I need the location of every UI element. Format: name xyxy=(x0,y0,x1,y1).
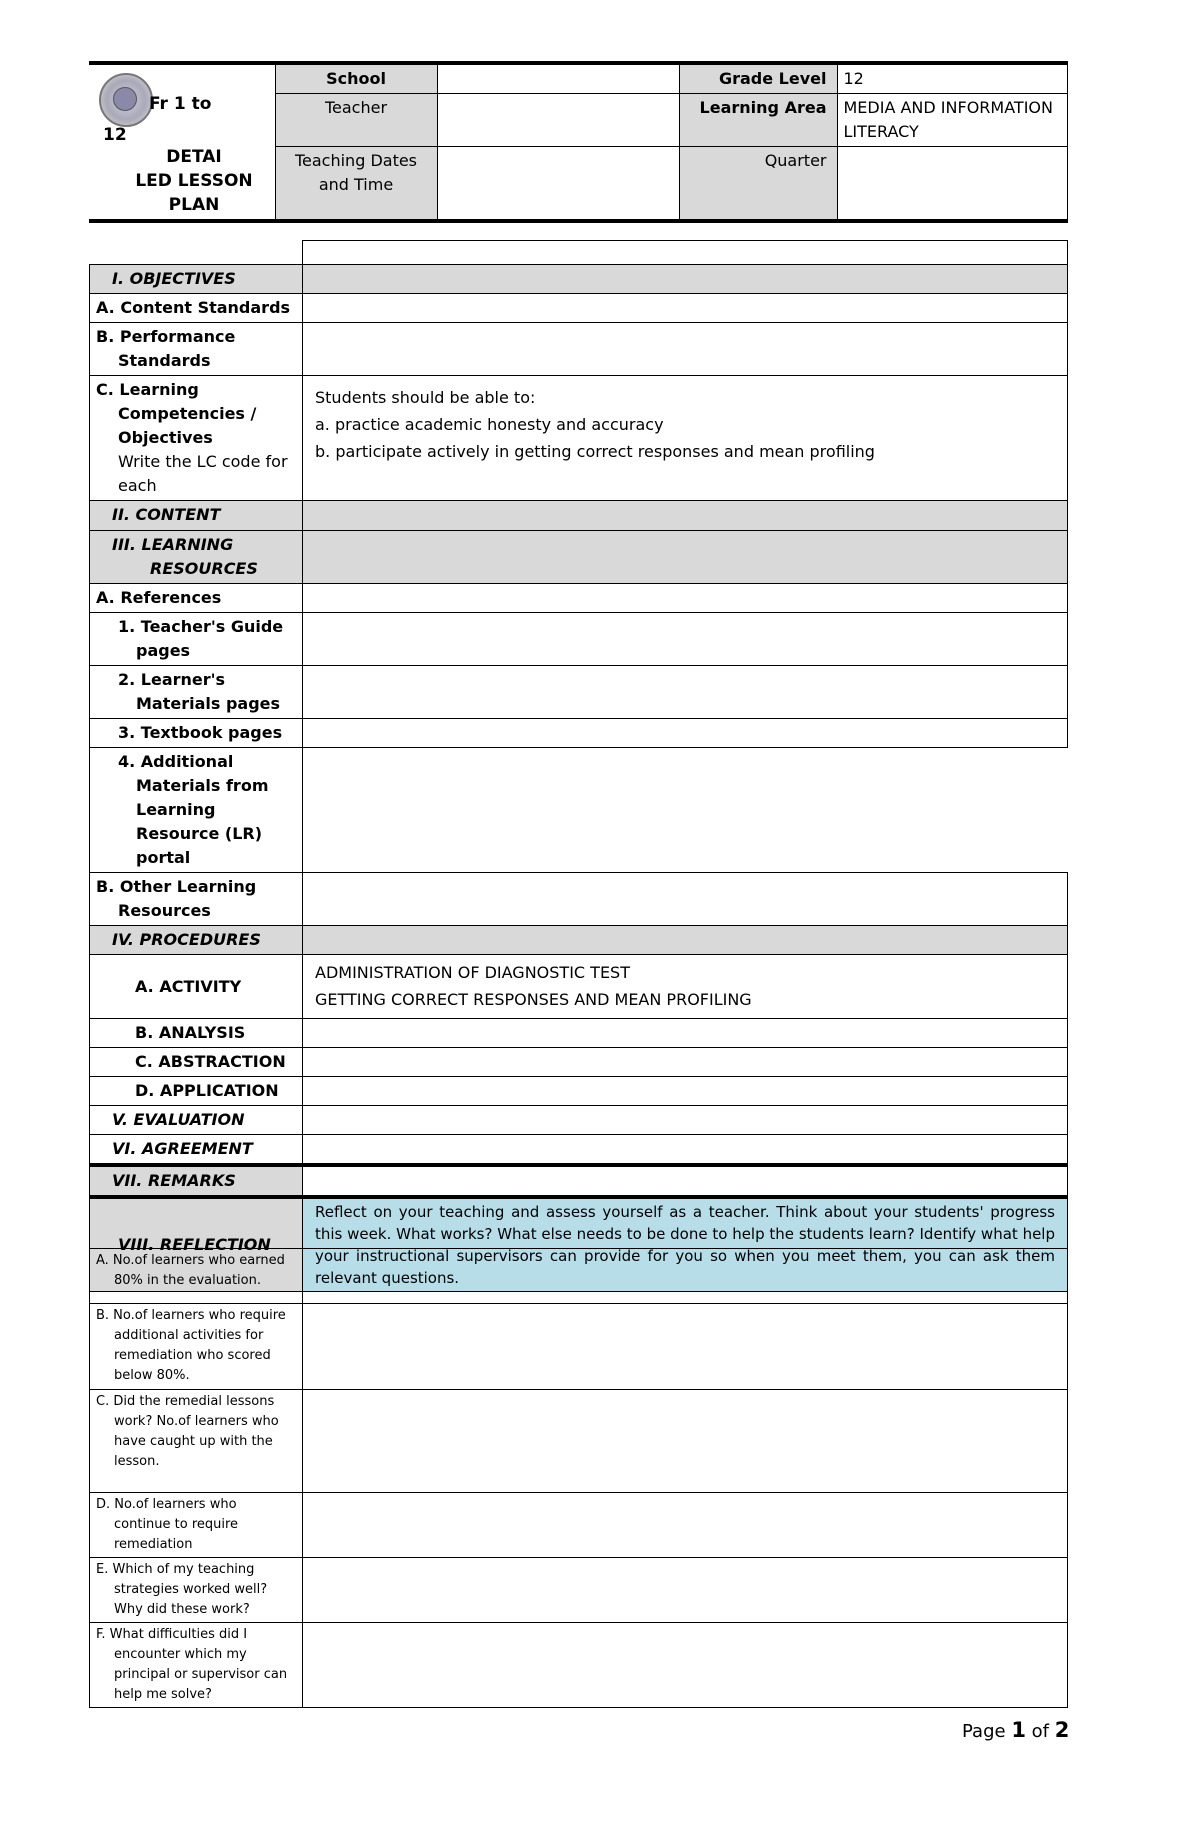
reflection-label: VIII. REFLECTION xyxy=(90,1197,303,1292)
blank-left xyxy=(90,241,303,265)
application-field[interactable] xyxy=(303,1077,1068,1106)
page-footer xyxy=(962,1718,1069,1742)
question-b-field[interactable] xyxy=(303,1304,1068,1390)
quarter-field[interactable] xyxy=(837,147,1067,221)
blank-right xyxy=(303,241,1068,265)
remarks-label: VII. REMARKS xyxy=(90,1165,303,1197)
question-e-field[interactable] xyxy=(303,1558,1068,1623)
objectives-heading: I. OBJECTIVES xyxy=(90,265,303,294)
textbook-label: 3. Textbook pages xyxy=(90,719,303,748)
analysis-label: B. ANALYSIS xyxy=(90,1019,303,1048)
question-c-field[interactable] xyxy=(303,1390,1068,1493)
page-total: 2 xyxy=(1054,1718,1070,1742)
grade-level-label: Grade Level xyxy=(679,63,837,94)
school-label: School xyxy=(275,63,437,94)
agreement-field[interactable] xyxy=(303,1135,1068,1166)
lesson-plan-table xyxy=(89,240,1068,1292)
application-label: D. APPLICATION xyxy=(90,1077,303,1106)
question-e-label: E. Which of my teaching strategies worked well? Why did these work? xyxy=(90,1558,303,1623)
other-resources-field[interactable] xyxy=(303,873,1068,926)
reflection-instructions: Reflect on your teaching and assess yourself as a teacher. Think about your students' progress this week. What works? What else needs to be done to help the students learn? Identify what help your instructional supervisors can provide for you so when you meet them, you can ask them relevant questions. xyxy=(303,1197,1068,1292)
evaluation-label: V. EVALUATION xyxy=(90,1106,303,1135)
question-f-label: F. What difficulties did I encounter which my principal or supervisor can help me solve? xyxy=(90,1623,303,1708)
quarter-label: Quarter xyxy=(679,147,837,221)
grade-range: Fr 1 to xyxy=(149,94,212,114)
teacher-field[interactable] xyxy=(437,94,679,147)
procedures-value xyxy=(303,926,1068,955)
activity-label: A. ACTIVITY xyxy=(90,955,303,1019)
analysis-field[interactable] xyxy=(303,1019,1068,1048)
activity-field[interactable]: ADMINISTRATION OF DIAGNOSTIC TEST GETTING CORRECT RESPONSES AND MEAN PROFILING xyxy=(303,955,1068,1019)
procedures-heading: IV. PROCEDURES xyxy=(90,926,303,955)
learning-competencies-field[interactable]: Students should be able to: a. practice academic honesty and accuracy b. participate actively in getting correct responses and mean profiling xyxy=(303,376,1068,501)
objectives-value xyxy=(303,265,1068,294)
textbook-field[interactable] xyxy=(303,719,1068,748)
content-value xyxy=(303,501,1068,531)
grade-suffix: 12 xyxy=(103,125,127,145)
abstraction-label: C. ABSTRACTION xyxy=(90,1048,303,1077)
learning-area-field[interactable]: MEDIA AND INFORMATION LITERACY xyxy=(837,94,1067,147)
performance-standards-label: B. Performance Standards xyxy=(90,323,303,376)
performance-standards-field[interactable] xyxy=(303,323,1068,376)
learning-resources-value xyxy=(303,531,1068,584)
teacher-label: Teacher xyxy=(275,94,437,147)
agreement-label: VI. AGREEMENT xyxy=(90,1135,303,1166)
question-d-label: D. No.of learners who continue to require remediation xyxy=(90,1493,303,1558)
abstraction-field[interactable] xyxy=(303,1048,1068,1077)
deped-seal-icon xyxy=(99,73,153,127)
content-standards-field[interactable] xyxy=(303,294,1068,323)
teaching-dates-label: Teaching Dates and Time xyxy=(275,147,437,221)
other-resources-label: B. Other Learning Resources xyxy=(90,873,303,926)
document-title: DETAI LED LESSON PLAN xyxy=(135,147,253,215)
page-number: 1 xyxy=(1011,1718,1026,1742)
question-b-label: B. No.of learners who require additional activities for remediation who scored below 80%. xyxy=(90,1304,303,1390)
grade-level-field[interactable]: 12 xyxy=(837,63,1067,94)
of-word: of xyxy=(1031,1721,1050,1742)
remarks-field[interactable] xyxy=(303,1165,1068,1197)
question-a-label: A. No.of learners who earned 80% in the evaluation. xyxy=(90,1249,303,1304)
learners-materials-field[interactable] xyxy=(303,666,1068,719)
learners-materials-label: 2. Learner's Materials pages xyxy=(90,666,303,719)
additional-materials-field[interactable] xyxy=(303,748,1068,873)
question-a-field[interactable] xyxy=(303,1249,1068,1304)
header-table xyxy=(89,61,1068,223)
learning-competencies-label: C. Learning Competencies / Objectives Write the LC code for each xyxy=(90,376,303,501)
school-field[interactable] xyxy=(437,63,679,94)
content-standards-label: A. Content Standards xyxy=(90,294,303,323)
question-d-field[interactable] xyxy=(303,1493,1068,1558)
learning-resources-heading: III. LEARNING RESOURCES xyxy=(90,531,303,584)
teachers-guide-field[interactable] xyxy=(303,613,1068,666)
learning-area-label: Learning Area xyxy=(679,94,837,147)
teachers-guide-label: 1. Teacher's Guide pages xyxy=(90,613,303,666)
question-f-field[interactable] xyxy=(303,1623,1068,1708)
logo-cell xyxy=(89,63,275,221)
content-heading: II. CONTENT xyxy=(90,501,303,531)
question-c-label: C. Did the remedial lessons work? No.of learners who have caught up with the lesson. xyxy=(90,1390,303,1493)
references-field[interactable] xyxy=(303,584,1068,613)
additional-materials-label: 4. Additional Materials from Learning Resource (LR) portal xyxy=(90,748,303,873)
reflection-questions-table xyxy=(89,1248,1068,1708)
evaluation-field[interactable] xyxy=(303,1106,1068,1135)
teaching-dates-field[interactable] xyxy=(437,147,679,221)
references-label: A. References xyxy=(90,584,303,613)
page-word: Page xyxy=(962,1721,1006,1742)
